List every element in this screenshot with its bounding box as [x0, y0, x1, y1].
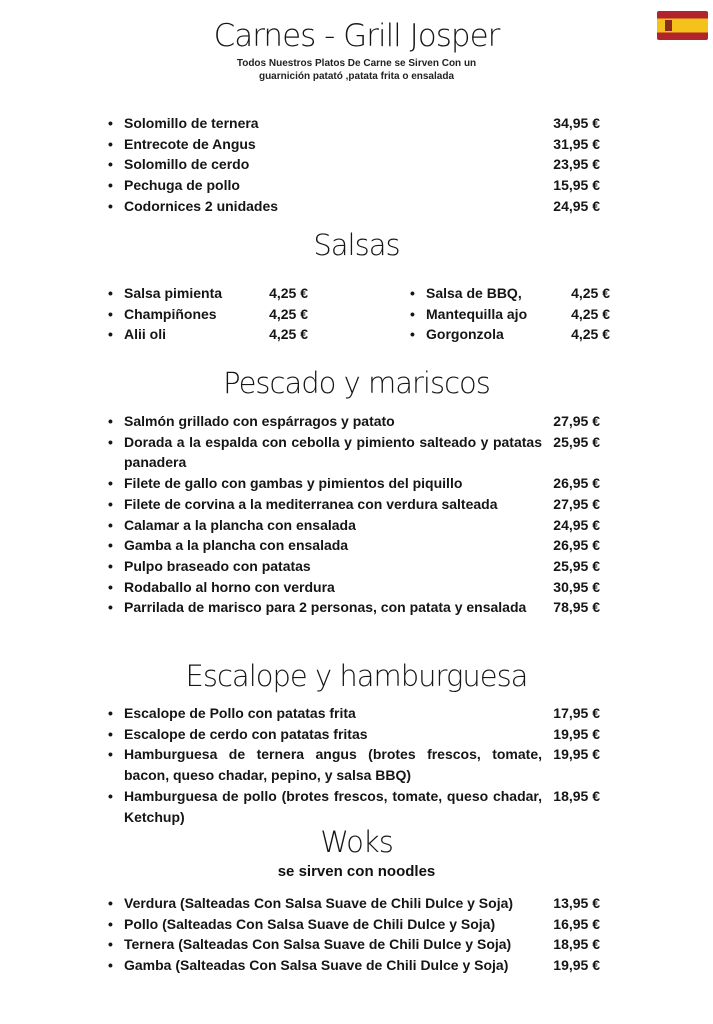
menu-item-price: 19,95 €	[553, 725, 600, 742]
menu-item	[108, 597, 600, 618]
menu-item-name: Ternera (Salteadas Con Salsa Suave de Chili Dulce y Soja)	[124, 936, 512, 953]
bullet-icon: •	[410, 305, 415, 322]
bullet-icon: •	[108, 115, 113, 131]
bullet-icon: •	[108, 516, 113, 533]
menu-item-name: Gamba a la plancha con ensalada	[124, 537, 349, 554]
woks-subtitle: se sirven con noodles	[277, 863, 436, 880]
menu-item	[108, 411, 600, 432]
menu-item	[108, 494, 600, 515]
menu-item-price: 24,95 €	[553, 516, 600, 533]
menu-item	[108, 154, 600, 175]
menu-item-price: 34,95 €	[553, 115, 600, 131]
menu-item-name: Codornices 2 unidades	[124, 197, 279, 214]
menu-item-name: Champiñones	[124, 305, 217, 322]
section-title-pescado: Pescado y mariscos	[223, 366, 490, 400]
menu-item-name: Rodaballo al horno con verdura	[124, 578, 335, 595]
bullet-icon: •	[108, 285, 113, 301]
escalope-list	[108, 703, 600, 827]
menu-item-price: 30,95 €	[553, 578, 600, 595]
menu-item-price: 19,95 €	[553, 746, 600, 763]
subtitle-line: guarnición patató ,patata frita o ensalada	[258, 71, 455, 82]
menu-item-price: 13,95 €	[553, 895, 600, 911]
menu-item-name: Hamburguesa de ternera angus (brotes frescos, tomate, bacon, queso chadar, pepino, y salsa BBQ)	[124, 746, 542, 784]
menu-item	[108, 893, 600, 914]
section-title-carnes: Carnes - Grill Josper	[213, 18, 500, 54]
menu-item-price: 23,95 €	[553, 156, 600, 173]
bullet-icon: •	[108, 305, 113, 322]
menu-item	[108, 744, 600, 785]
bullet-icon: •	[108, 475, 113, 492]
menu-item	[108, 724, 600, 745]
bullet-icon: •	[108, 197, 113, 214]
menu-item	[108, 556, 600, 577]
menu-item-name: Alii oli	[124, 326, 166, 343]
section-title-woks: Woks	[320, 825, 393, 859]
menu-item-name: Gamba (Salteadas Con Salsa Suave de Chili Dulce y Soja)	[124, 957, 509, 974]
carnes-list	[108, 113, 600, 217]
menu-item-name: Parrilada de marisco para 2 personas, con patata y ensalada	[124, 599, 527, 616]
bullet-icon: •	[108, 537, 113, 554]
bullet-icon: •	[108, 725, 113, 742]
menu-item	[108, 786, 600, 827]
bullet-icon: •	[108, 957, 113, 974]
section-title-salsas: Salsas	[313, 228, 400, 262]
menu-item-price: 4,25 €	[269, 305, 308, 322]
menu-item-price: 26,95 €	[553, 475, 600, 492]
menu-item	[108, 304, 308, 325]
bullet-icon: •	[108, 578, 113, 595]
menu-item-name: Salsa de BBQ,	[426, 285, 522, 301]
menu-item-price: 18,95 €	[553, 936, 600, 953]
menu-item-price: 26,95 €	[553, 537, 600, 554]
menu-item-price: 15,95 €	[553, 177, 600, 194]
menu-item-name: Filete de corvina a la mediterranea con verdura salteada	[124, 495, 498, 512]
bullet-icon: •	[108, 787, 113, 804]
bullet-icon: •	[108, 705, 113, 721]
carnes-subtitle	[0, 57, 713, 83]
section-title-escalope: Escalope y hamburguesa	[185, 659, 528, 693]
bullet-icon: •	[108, 557, 113, 574]
menu-item-price: 31,95 €	[553, 135, 600, 152]
menu-item-price: 4,25 €	[269, 285, 308, 301]
menu-item-name: Hamburguesa de pollo (brotes frescos, tomate, queso chadar, Ketchup)	[124, 787, 542, 825]
subtitle-line: Todos Nuestros Platos De Carne se Sirven Con un	[236, 58, 477, 69]
menu-item-name: Salsa pimienta	[124, 285, 223, 301]
salsas-left-list	[108, 283, 308, 345]
menu-item	[108, 577, 600, 598]
menu-item-name: Pulpo braseado con patatas	[124, 557, 311, 574]
bullet-icon: •	[108, 915, 113, 932]
bullet-icon: •	[410, 285, 415, 301]
menu-item-name: Solomillo de cerdo	[124, 156, 250, 173]
menu-item-name: Verdura (Salteadas Con Salsa Suave de Chili Dulce y Soja)	[124, 895, 514, 911]
menu-item-name: Solomillo de ternera	[124, 115, 259, 131]
menu-item	[108, 113, 600, 134]
menu-item-price: 19,95 €	[553, 957, 600, 974]
menu-item-price: 25,95 €	[553, 433, 600, 450]
menu-item	[108, 432, 600, 473]
bullet-icon: •	[108, 413, 113, 429]
menu-item-name: Gorgonzola	[426, 326, 504, 343]
menu-item-name: Filete de gallo con gambas y pimientos del piquillo	[124, 475, 463, 492]
bullet-icon: •	[108, 495, 113, 512]
menu-item-price: 16,95 €	[553, 915, 600, 932]
bullet-icon: •	[108, 599, 113, 616]
menu-item	[410, 283, 610, 304]
menu-item	[108, 914, 600, 935]
bullet-icon: •	[108, 433, 113, 450]
menu-item	[410, 304, 610, 325]
bullet-icon: •	[108, 135, 113, 152]
menu-item	[108, 473, 600, 494]
bullet-icon: •	[108, 895, 113, 911]
bullet-icon: •	[410, 326, 415, 343]
menu-item-price: 24,95 €	[553, 197, 600, 214]
woks-list	[108, 893, 600, 976]
menu-item	[108, 196, 600, 217]
bullet-icon: •	[108, 936, 113, 953]
menu-item-price: 17,95 €	[553, 705, 600, 721]
menu-item-name: Escalope de Pollo con patatas frita	[124, 705, 356, 721]
menu-item-price: 4,25 €	[571, 305, 610, 322]
menu-item	[410, 324, 610, 345]
bullet-icon: •	[108, 177, 113, 194]
menu-item-name: Calamar a la plancha con ensalada	[124, 516, 356, 533]
bullet-icon: •	[108, 746, 113, 763]
menu-item	[108, 324, 308, 345]
menu-item	[108, 134, 600, 155]
menu-item	[108, 535, 600, 556]
menu-item-price: 27,95 €	[553, 495, 600, 512]
bullet-icon: •	[108, 326, 113, 343]
menu-item-price: 4,25 €	[269, 326, 308, 343]
menu-item	[108, 515, 600, 536]
menu-item-name: Pechuga de pollo	[124, 177, 240, 194]
menu-item-name: Pollo (Salteadas Con Salsa Suave de Chili Dulce y Soja)	[124, 915, 496, 932]
menu-item-name: Entrecote de Angus	[124, 135, 256, 152]
menu-item-name: Mantequilla ajo	[426, 305, 528, 322]
bullet-icon: •	[108, 156, 113, 173]
pescado-list	[108, 411, 600, 618]
menu-item-price: 4,25 €	[571, 285, 610, 301]
menu-item	[108, 283, 308, 304]
menu-item-price: 25,95 €	[553, 557, 600, 574]
menu-item	[108, 934, 600, 955]
menu-item-price: 4,25 €	[571, 326, 610, 343]
menu-item	[108, 955, 600, 976]
menu-item-price: 27,95 €	[553, 413, 600, 429]
menu-item	[108, 175, 600, 196]
menu-item-name: Escalope de cerdo con patatas fritas	[124, 725, 368, 742]
menu-item-name: Salmón grillado con espárragos y patato	[124, 413, 395, 429]
menu-item-price: 78,95 €	[553, 599, 600, 616]
menu-item-name: Dorada a la espalda con cebolla y pimiento salteado y patatas panadera	[124, 433, 542, 471]
menu-item	[108, 703, 600, 724]
salsas-right-list	[410, 283, 610, 345]
menu-item-price: 18,95 €	[553, 787, 600, 804]
